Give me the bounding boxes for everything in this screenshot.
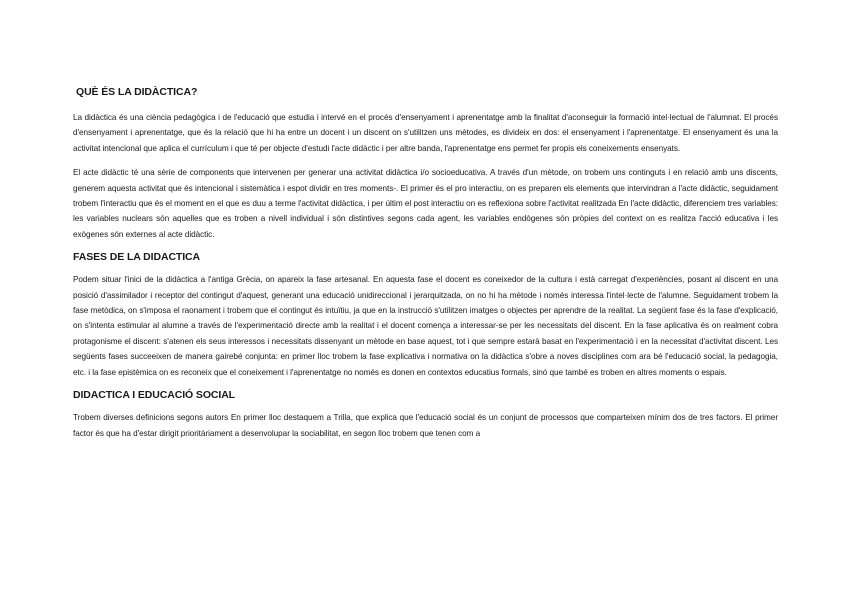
paragraph-acte-didactic: El acte didàctic té una sèrie de components que intervenen per generar una activitat didàctica i/o socioeducativa. A través d'un mètode, on trobem uns continguts i en relació amb uns discents, generem aquesta activitat que és intencional i sistemàtica i espot dividir en tres moments-. El primer és el pro interactiu, on es preparen els elements que intervindran a l'acte didàctic, seguidament trobem l'interactiu que és el moment en el que es duu a terme l'activitat didàctica, i per últim el post interactiu on es reflexiona sobre l'activitat realitzada En l'acte didàctic, diferenciem tres variables: les variables nuclears són aquelles que es troben a nivell individual i són distintives segons cada agent, les variables endògenes són pròpies del context on es realitza l'acció educativa i les exògenes són externes al acte didàctic. xyxy=(73,168,778,239)
heading-fases-de-la-didactica: FASES DE LA DIDACTICA xyxy=(73,251,201,264)
heading-didactica-i-educacio-social: DIDACTICA I EDUCACIÓ SOCIAL xyxy=(73,389,235,402)
heading-que-es-la-didactica: QUÈ ÉS LA DIDÀCTICA? xyxy=(76,86,198,98)
paragraph-definition: La didàctica és una ciència pedagògica i de l'educació que estudia i intervé en el procés d'ensenyament i aprenentatge amb la finalitat d'aconseguir la formació intel·lectual de l'alumnat. El procés d'ensenyament i aprenentatge, que és la relació que hi ha entre un docent i un discent on s'utilitzen uns mètodes, es divideix en dos: el ensenyament i l'aprenentatge. El ensenyament és una la activitat intencional que aplica el currículum i que té per objecte d'estudi l'acte didàctic i per altre banda, l'aprenentatge ens permet fer propis els coneixements ensenyats. xyxy=(73,113,778,153)
paragraph-educacio-social: Trobem diverses definicions segons autors En primer lloc destaquem a Trilla, que explica que l'educació social és un conjunt de processos que comparteixen mínim dos de tres factors. El primer factor és que ha d'estar dirigit prioritàriament a desenvolupar la sociabilitat, en segon lloc trobem que tenen com a xyxy=(73,413,778,438)
paragraph-fases: Podem situar l'inici de la didàctica a l'antiga Grècia, on apareix la fase artesanal. En aquesta fase el docent es coneixedor de la cultura i està carregat d'experiències, posant al discent en una posició d'assimilador i receptor del contingut d'aquest, generant una educació unidireccional i jerarquitzada, on no hi ha mètode i només interessa l'intel·lecte de l'alumne. Seguidament trobem la fase metòdica, on s'imposa el raonament i trobem que el contingut és intuïtiu, ja que en la instrucció s'utilitzen imatges o objectes per aprendre de la realitat. La següent fase és la fase d'explicació, on s'intenta estimular al alumne a través de l'experimentació directe amb la realitat i el docent comença a interessar-se per les necessitats del discent. En la fase aplicativa és on realment cobra protagonisme el discent: s'atenen els seus interessos i necessitats dissenyant un mètode en base aquest, tot i que sempre estarà basat en l'experimentació i en la necessitat d'activitat discent. Les següents fases succeeixen de manera gairebé conjunta: en primer lloc trobem la fase explicativa i normativa on la didàctica s'obre a noves disciplines com ara bé l'educació social, la pedagogia, etc. i la fase epistèmica on es reconeix que el coneixement i l'aprenentatge no només es donen en contextos educatius formals, sinó que també es troben en altres moments o espais. xyxy=(73,275,778,377)
